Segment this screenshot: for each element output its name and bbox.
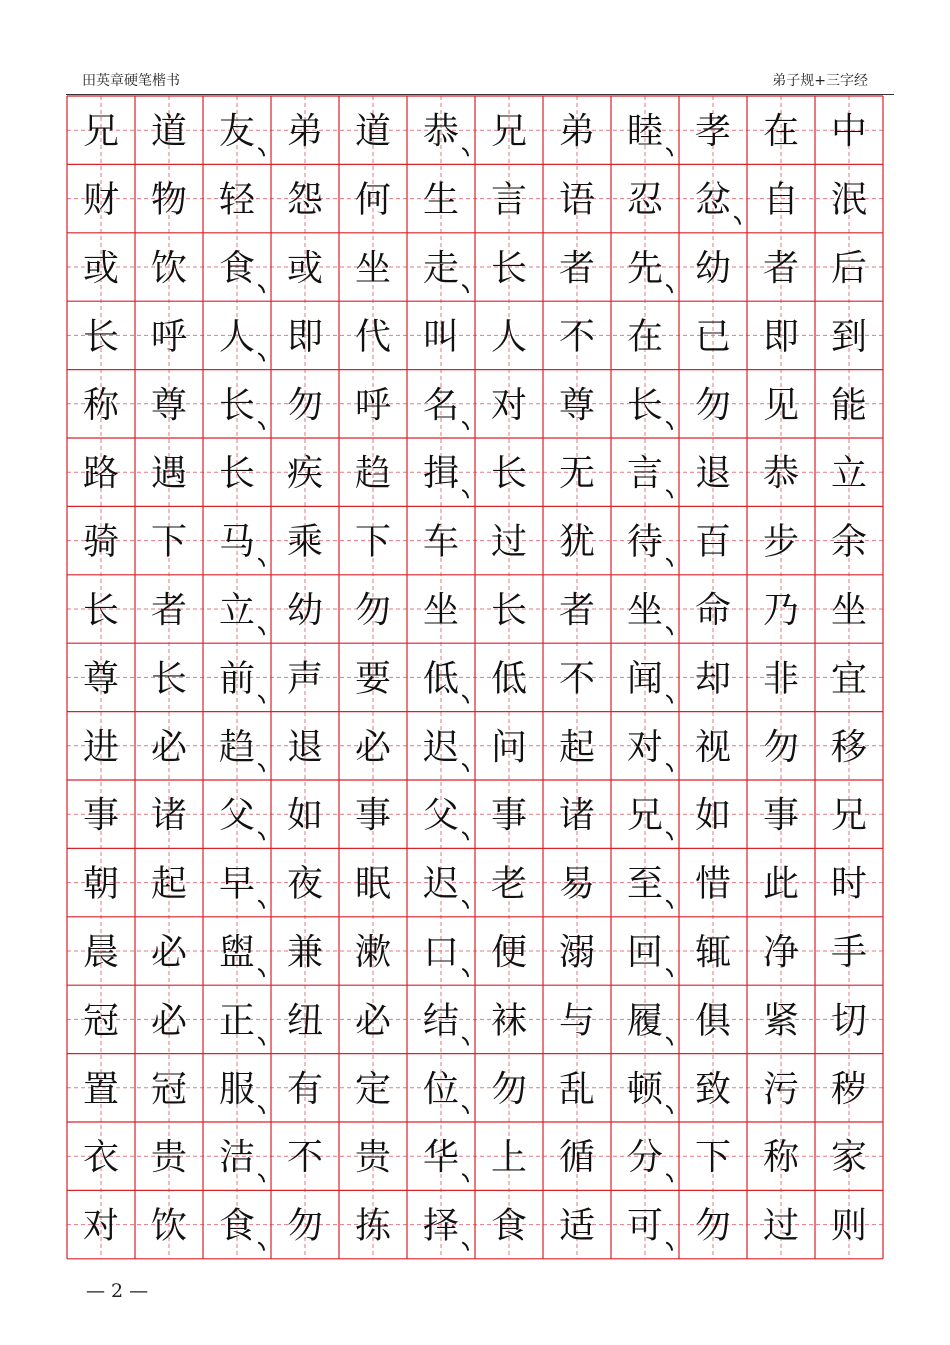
comma-mark — [259, 832, 264, 839]
grid-character: 食 — [218, 1205, 256, 1247]
grid-character: 或 — [286, 248, 324, 289]
comma-mark — [667, 559, 672, 566]
grid-character: 诸 — [150, 795, 188, 837]
grid-character: 不 — [558, 658, 596, 700]
grid-character: 叫 — [422, 316, 460, 358]
grid-character: 坐 — [830, 590, 868, 631]
grid-character: 衣 — [82, 1137, 120, 1179]
grid-character: 名 — [422, 384, 460, 426]
comma-mark — [259, 901, 264, 908]
grid-character: 骑 — [82, 521, 120, 563]
grid-character: 兄 — [830, 795, 868, 837]
grid-character: 父 — [422, 795, 460, 837]
grid-character: 冠 — [150, 1068, 188, 1110]
comma-mark — [259, 285, 264, 292]
grid-character: 犹 — [558, 521, 596, 563]
grid-character: 致 — [694, 1068, 732, 1110]
grid-character: 袜 — [490, 1000, 528, 1042]
grid-character: 家 — [830, 1137, 868, 1179]
grid-character: 步 — [762, 521, 800, 563]
grid-character: 长 — [626, 384, 664, 426]
comma-mark — [463, 285, 468, 292]
grid-character: 不 — [558, 316, 596, 358]
grid-character: 中 — [830, 111, 868, 153]
grid-character: 呼 — [150, 316, 188, 358]
grid-character: 必 — [150, 1000, 188, 1042]
grid-character: 事 — [762, 795, 800, 837]
grid-character: 必 — [150, 932, 188, 973]
grid-character: 者 — [558, 248, 596, 289]
grid-character: 进 — [82, 726, 120, 768]
grid-character: 物 — [150, 179, 188, 221]
grid-character: 退 — [694, 453, 732, 495]
grid-character: 勿 — [286, 1205, 324, 1247]
grid-character: 便 — [490, 932, 528, 973]
grid-character: 早 — [218, 863, 256, 905]
grid-character: 回 — [626, 932, 664, 973]
comma-mark — [463, 969, 468, 976]
grid-character: 睦 — [626, 111, 664, 153]
grid-character: 顿 — [626, 1068, 664, 1110]
grid-character: 此 — [762, 863, 800, 905]
grid-character: 长 — [490, 453, 528, 495]
grid-character: 乱 — [558, 1068, 596, 1110]
comma-mark — [463, 1038, 468, 1045]
grid-character: 下 — [694, 1137, 732, 1179]
grid-character: 迟 — [422, 863, 460, 905]
grid-character: 即 — [762, 316, 800, 358]
grid-character: 如 — [694, 795, 732, 837]
grid-character: 轻 — [218, 179, 256, 221]
grid-character: 手 — [830, 932, 868, 973]
comma-mark — [463, 490, 468, 497]
comma-mark — [735, 217, 740, 224]
grid-character: 漱 — [354, 932, 392, 973]
comma-mark — [667, 422, 672, 429]
grid-character: 幼 — [286, 590, 324, 631]
grid-character: 盥 — [218, 932, 256, 973]
grid-character: 乘 — [286, 521, 324, 563]
grid-character: 履 — [626, 1000, 664, 1042]
grid-character: 疾 — [286, 453, 324, 495]
grid-character: 起 — [150, 863, 188, 905]
grid-character: 见 — [762, 384, 800, 426]
comma-mark — [667, 1243, 672, 1250]
grid-character: 车 — [422, 521, 460, 563]
grid-character: 者 — [558, 590, 596, 631]
grid-character: 长 — [150, 658, 188, 700]
grid-character: 勿 — [354, 590, 392, 631]
grid-character: 分 — [626, 1137, 664, 1179]
comma-mark — [667, 696, 672, 703]
comma-mark — [259, 559, 264, 566]
grid-character: 泯 — [830, 179, 868, 221]
grid-character: 勿 — [762, 726, 800, 768]
grid-character: 趋 — [354, 453, 392, 495]
grid-character: 言 — [626, 453, 664, 495]
grid-character: 口 — [422, 932, 460, 973]
grid-character: 幼 — [694, 248, 732, 289]
grid-character: 移 — [830, 726, 868, 768]
comma-mark — [463, 832, 468, 839]
comma-mark — [463, 696, 468, 703]
grid-character: 代 — [354, 316, 392, 358]
grid-character: 者 — [762, 248, 800, 289]
comma-mark — [463, 1174, 468, 1181]
grid-character: 即 — [286, 316, 324, 358]
grid-character: 勿 — [694, 1205, 732, 1247]
grid-character: 饮 — [150, 248, 188, 289]
page-number: — 2 — — [86, 1280, 149, 1302]
grid-character: 命 — [694, 590, 732, 631]
grid-character: 尊 — [82, 658, 120, 700]
grid-character: 下 — [354, 521, 392, 563]
grid-character: 不 — [286, 1137, 324, 1179]
grid-character: 下 — [150, 521, 188, 563]
grid-character: 生 — [422, 179, 460, 221]
grid-character: 勿 — [286, 384, 324, 426]
grid-character: 要 — [354, 658, 392, 700]
grid-character: 百 — [694, 521, 732, 563]
grid-character: 恭 — [422, 111, 460, 153]
comma-mark — [667, 148, 672, 155]
grid-character: 长 — [490, 590, 528, 631]
grid-character: 事 — [354, 795, 392, 837]
grid-character: 自 — [762, 179, 800, 221]
grid-character: 正 — [218, 1000, 256, 1042]
comma-mark — [463, 1106, 468, 1113]
grid-character: 何 — [354, 179, 392, 221]
grid-character: 余 — [830, 521, 868, 563]
grid-character: 非 — [762, 658, 800, 700]
grid-character: 则 — [830, 1205, 868, 1247]
grid-character: 忍 — [626, 179, 664, 221]
comma-mark — [463, 764, 468, 771]
comma-mark — [259, 627, 264, 634]
grid-character: 贵 — [150, 1137, 188, 1179]
grid-character: 称 — [762, 1137, 800, 1179]
comma-mark — [463, 422, 468, 429]
grid-character: 趋 — [218, 726, 256, 768]
grid-character: 到 — [830, 316, 868, 358]
comma-mark — [259, 354, 264, 361]
comma-mark — [667, 1038, 672, 1045]
grid-character: 必 — [354, 726, 392, 768]
grid-character: 纽 — [286, 1000, 324, 1042]
comma-mark — [259, 1038, 264, 1045]
comma-mark — [667, 832, 672, 839]
grid-character: 污 — [762, 1068, 800, 1110]
grid-character: 诸 — [558, 795, 596, 837]
grid-character: 低 — [490, 658, 528, 700]
grid-character: 必 — [150, 726, 188, 768]
grid-character: 友 — [218, 111, 256, 153]
grid-character: 财 — [82, 179, 120, 221]
grid-character: 闻 — [626, 658, 664, 700]
grid-character: 乃 — [762, 590, 800, 631]
grid-character: 对 — [626, 726, 664, 768]
grid-character: 能 — [830, 384, 868, 426]
grid-character: 惜 — [694, 863, 732, 905]
grid-character: 眠 — [354, 863, 392, 905]
comma-mark — [259, 969, 264, 976]
grid-character: 坐 — [354, 248, 392, 289]
grid-character: 兄 — [82, 111, 120, 153]
grid-character: 问 — [490, 726, 528, 768]
grid-character: 长 — [82, 316, 120, 358]
grid-character: 华 — [422, 1137, 460, 1179]
grid-character: 立 — [218, 590, 256, 631]
grid-character: 事 — [82, 795, 120, 837]
grid-character: 遇 — [150, 453, 188, 495]
grid-character: 立 — [830, 453, 868, 495]
grid-character: 无 — [558, 453, 596, 495]
grid-character: 路 — [82, 453, 120, 495]
grid-character: 弟 — [286, 111, 324, 153]
grid-character: 兄 — [626, 795, 664, 837]
grid-character: 怨 — [286, 179, 324, 221]
header-right-title: 弟子规+三字经 — [772, 73, 868, 89]
grid-character: 夜 — [286, 863, 324, 905]
grid-character: 揖 — [422, 453, 460, 495]
grid-character: 洁 — [218, 1137, 256, 1179]
grid-character: 结 — [422, 1000, 460, 1042]
grid-character: 辄 — [694, 932, 732, 973]
grid-character: 适 — [558, 1205, 596, 1247]
grid-character: 者 — [150, 590, 188, 631]
grid-character: 退 — [286, 726, 324, 768]
comma-mark — [667, 285, 672, 292]
grid-character: 定 — [354, 1068, 392, 1110]
grid-character: 对 — [490, 384, 528, 426]
grid-character: 人 — [218, 316, 256, 358]
grid-character: 贵 — [354, 1137, 392, 1179]
grid-character: 坐 — [422, 590, 460, 631]
comma-mark — [667, 901, 672, 908]
comma-mark — [463, 148, 468, 155]
grid-character: 人 — [490, 316, 528, 358]
grid-character: 语 — [558, 179, 596, 221]
grid-character: 有 — [286, 1068, 324, 1110]
grid-character: 长 — [490, 248, 528, 289]
grid-character: 马 — [218, 521, 256, 563]
comma-mark — [259, 1106, 264, 1113]
comma-mark — [667, 969, 672, 976]
grid-character: 视 — [694, 726, 732, 768]
grid-character: 低 — [422, 658, 460, 700]
comma-mark — [259, 764, 264, 771]
grid-character: 起 — [558, 726, 596, 768]
comma-mark — [259, 1243, 264, 1250]
grid-character: 时 — [830, 863, 868, 905]
grid-character: 宜 — [830, 658, 868, 700]
grid-character: 尊 — [150, 384, 188, 426]
comma-mark — [463, 901, 468, 908]
grid-character: 尊 — [558, 384, 596, 426]
grid-character: 待 — [626, 521, 664, 563]
grid-character: 呼 — [354, 384, 392, 426]
grid-character: 兄 — [490, 111, 528, 153]
grid-character: 走 — [422, 248, 460, 289]
grid-character: 或 — [82, 248, 120, 289]
grid-character: 食 — [490, 1205, 528, 1247]
grid-character: 称 — [82, 384, 120, 426]
comma-mark — [259, 1174, 264, 1181]
grid-character: 置 — [82, 1068, 120, 1110]
grid-character: 长 — [218, 453, 256, 495]
comma-mark — [259, 696, 264, 703]
grid-character: 溺 — [558, 932, 596, 973]
grid-character: 在 — [762, 111, 800, 153]
grid-character: 上 — [490, 1137, 528, 1179]
comma-mark — [667, 1106, 672, 1113]
grid-character: 已 — [694, 316, 732, 358]
grid-character: 如 — [286, 795, 324, 837]
grid-character: 择 — [422, 1205, 460, 1247]
grid-character: 长 — [218, 384, 256, 426]
grid-character: 长 — [82, 590, 120, 631]
comma-mark — [259, 422, 264, 429]
grid-character: 先 — [626, 248, 664, 289]
grid-character: 循 — [558, 1137, 596, 1179]
comma-mark — [259, 148, 264, 155]
grid-character: 声 — [286, 658, 324, 700]
grid-character: 道 — [354, 111, 392, 153]
grid-character: 父 — [218, 795, 256, 837]
grid-character: 后 — [830, 248, 868, 289]
grid-character: 言 — [490, 179, 528, 221]
comma-mark — [667, 1174, 672, 1181]
grid-character: 冠 — [82, 1000, 120, 1042]
grid-character: 弟 — [558, 111, 596, 153]
grid-character: 忿 — [694, 179, 732, 221]
grid-character: 位 — [422, 1068, 460, 1110]
grid-character: 前 — [218, 658, 256, 700]
grid-character: 对 — [82, 1205, 120, 1247]
grid-character: 晨 — [82, 932, 120, 973]
grid-character: 过 — [490, 521, 528, 563]
grid-character: 净 — [762, 932, 800, 973]
grid-character: 却 — [694, 658, 732, 700]
grid-character: 俱 — [694, 1000, 732, 1042]
grid-character: 过 — [762, 1205, 800, 1247]
comma-mark — [667, 627, 672, 634]
grid-character: 与 — [558, 1000, 596, 1042]
grid-character: 勿 — [694, 384, 732, 426]
grid-character: 坐 — [626, 590, 664, 631]
grid-character: 易 — [558, 863, 596, 905]
grid-character: 至 — [626, 863, 664, 905]
grid-character: 朝 — [82, 863, 120, 905]
grid-character: 服 — [218, 1068, 256, 1110]
grid-character: 恭 — [762, 453, 800, 495]
grid-character: 老 — [490, 863, 528, 905]
grid-character: 孝 — [694, 111, 732, 153]
grid-character: 秽 — [830, 1068, 868, 1110]
grid-character: 可 — [626, 1205, 664, 1247]
grid-character: 在 — [626, 316, 664, 358]
header-left-title: 田英章硬笔楷书 — [82, 73, 180, 89]
grid-character: 食 — [218, 248, 256, 289]
comma-mark — [667, 490, 672, 497]
grid-character: 必 — [354, 1000, 392, 1042]
grid-character: 道 — [150, 111, 188, 153]
grid-character: 勿 — [490, 1068, 528, 1110]
grid-character: 事 — [490, 795, 528, 837]
comma-mark — [667, 764, 672, 771]
grid-character: 迟 — [422, 726, 460, 768]
grid-character: 兼 — [286, 932, 324, 973]
grid-character: 紧 — [762, 1000, 800, 1042]
grid-character: 饮 — [150, 1205, 188, 1247]
grid-character: 拣 — [354, 1205, 392, 1247]
grid-character: 切 — [830, 1000, 868, 1042]
comma-mark — [463, 1243, 468, 1250]
